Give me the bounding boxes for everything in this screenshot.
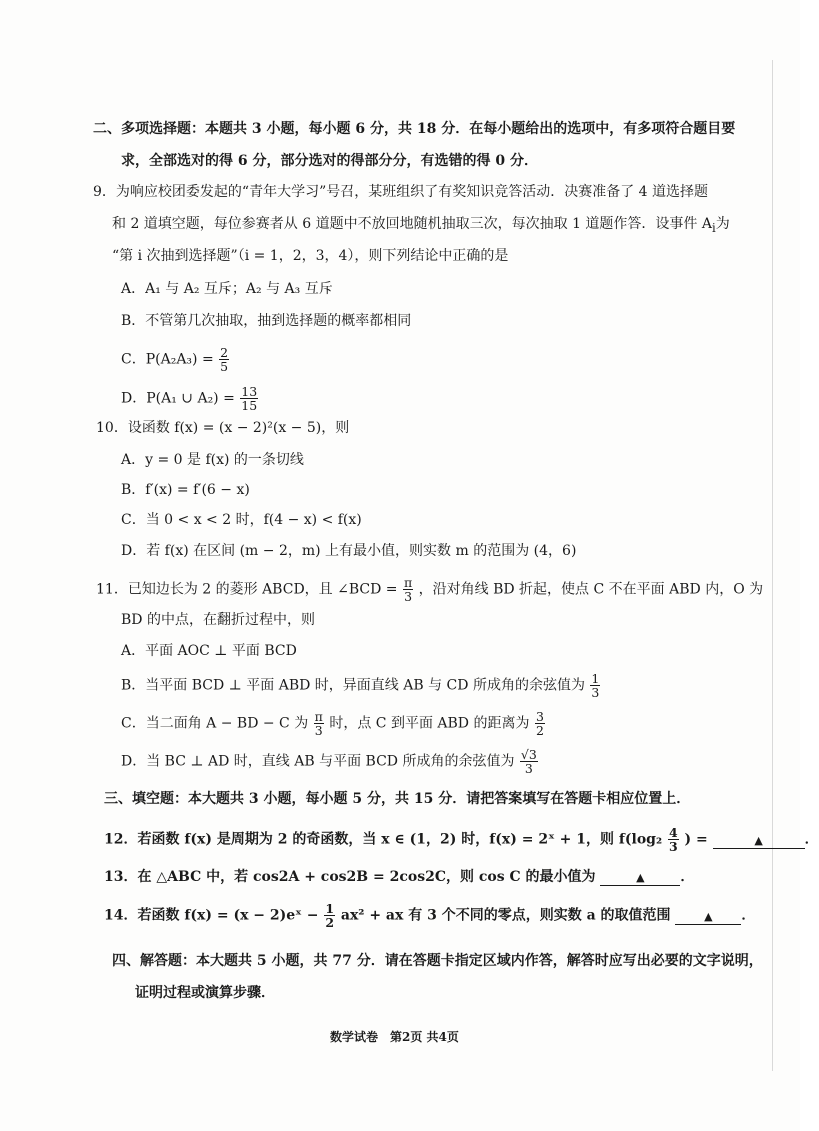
q11-c-distance-numerator: 3 (535, 709, 544, 724)
q11-b-numerator: 1 (591, 671, 600, 686)
q11-c-prefix: C．当二面角 A − BD − C 为 (121, 715, 309, 732)
section-4-heading-cont: 证明过程或演算步骤． (135, 985, 275, 1001)
section-2-heading-cont: 求，全部选对的得 6 分，部分选对的得部分分，有选错的得 0 分． (121, 153, 538, 169)
q9-line2-text: 和 2 道填空题，每位参赛者从 6 道题中不放回地随机抽取三次，每次抽取 1 道题作答．设事件 A (112, 216, 712, 232)
q13-answer-blank[interactable] (600, 870, 680, 886)
q14-half-numerator: 1 (325, 901, 335, 916)
q11-stem-line1 (96, 576, 763, 603)
q9-d-numerator: 13 (241, 384, 258, 399)
q9-d-denominator: 15 (241, 398, 258, 414)
q12-triangle-icon: ▲ (754, 833, 763, 847)
q11-c-middle: 时，点 C 到平面 ABD 的距离为 (329, 715, 530, 732)
q11-option-c (121, 710, 546, 737)
q9-c-prefix: C．P(A₂A₃) = (121, 351, 214, 368)
q10-option-a: A．y = 0 是 f(x) 的一条切线 (121, 452, 304, 468)
q14-suffix: ax² + ax 有 3 个不同的零点，则实数 a 的取值范围 (340, 907, 671, 924)
q11-b-prefix: B．当平面 BCD ⊥ 平面 ABD 时，异面直线 AB 与 CD 所成角的余弦值为 (121, 677, 585, 694)
q14-half-fraction (324, 902, 335, 929)
q12-log-numerator: 4 (668, 825, 678, 840)
q11-angle-denominator: 3 (404, 589, 413, 605)
q11-d-denominator: 3 (524, 761, 533, 777)
q12-stem (104, 826, 819, 853)
q11-c-angle-denominator: 3 (314, 723, 323, 739)
q12-suffix: ) = (684, 831, 708, 848)
q9-stem-line2 (112, 216, 730, 235)
q9-option-c (121, 346, 230, 373)
q11-c-distance-fraction (535, 710, 545, 737)
q11-stem-line2: BD 的中点，在翻折过程中，则 (121, 612, 315, 628)
q11-c-distance-denominator: 2 (535, 723, 544, 739)
q9-c-numerator: 2 (220, 345, 229, 360)
q13-triangle-icon: ▲ (636, 871, 645, 884)
q10-option-c: C．当 0 < x < 2 时，f(4 − x) < f(x) (121, 512, 362, 528)
q10-stem: 10．设函数 f(x) = (x − 2)²(x − 5)，则 (96, 420, 350, 436)
q9-line2-subscript: i (711, 220, 716, 235)
q9-stem-line3: “第 i 次抽到选择题”（i = 1，2，3，4），则下列结论中正确的是 (112, 248, 509, 264)
q9-c-fraction (219, 346, 229, 373)
q14-end: ． (741, 907, 756, 924)
q11-stem-b: ，沿对角线 BD 折起，使点 C 不在平面 ABD 内，O 为 (418, 581, 764, 598)
section-2-heading: 二、多项选择题：本题共 3 小题，每小题 6 分，共 18 分．在每小题给出的选项中，有多项符合题目要 (93, 121, 736, 137)
q11-c-angle-numerator: π (314, 709, 323, 724)
q11-stem-a: 11．已知边长为 2 的菱形 ABCD，且 ∠BCD = (96, 581, 398, 598)
q11-b-fraction (590, 672, 600, 699)
q11-option-b (121, 672, 601, 699)
q9-d-fraction (240, 385, 258, 412)
q11-option-a: A．平面 AOC ⊥ 平面 BCD (121, 643, 297, 659)
q9-line2-end: 为 (715, 216, 730, 232)
section-4-heading: 四、解答题：本大题共 5 小题，共 77 分．请在答题卡指定区域内作答，解答时应写出必要的文字说明， (112, 953, 763, 969)
q13-text: 13．在 △ABC 中，若 cos2A + cos2B = 2cos2C，则 cos C 的最小值为 (104, 869, 596, 885)
q9-stem-line1: 9．为响应校团委发起的“青年大学习”号召，某班组织了有奖知识竞答活动．决赛准备了 4 道选择题 (93, 184, 709, 200)
q10-option-d: D．若 f(x) 在区间 (m − 2，m) 上有最小值，则实数 m 的范围为 (4，6) (121, 543, 577, 559)
q11-d-fraction (520, 748, 538, 775)
q9-option-b: B．不管第几次抽取，抽到选择题的概率都相同 (121, 313, 412, 329)
q11-d-numerator: √3 (520, 747, 537, 762)
q14-prefix: 14．若函数 f(x) = (x − 2)eˣ − (104, 907, 319, 924)
page-footer: 数学试卷 第2页 共4页 (330, 1030, 459, 1044)
q11-d-prefix: D．当 BC ⊥ AD 时，直线 AB 与平面 BCD 所成角的余弦值为 (121, 753, 515, 770)
q9-option-a: A．A₁ 与 A₂ 互斥；A₂ 与 A₃ 互斥 (121, 281, 333, 297)
q9-c-denominator: 5 (220, 359, 229, 375)
q12-log-fraction (668, 826, 679, 853)
q14-triangle-icon: ▲ (704, 909, 713, 923)
q14-stem (104, 902, 755, 929)
q12-prefix: 12．若函数 f(x) 是周期为 2 的奇函数，当 x ∈ (1，2) 时，f(x) = 2ˣ + 1，则 f(log₂ (104, 831, 663, 848)
q11-b-denominator: 3 (591, 685, 600, 701)
section-3-heading: 三、填空题：本大题共 3 小题，每小题 5 分，共 15 分．请把答案填写在答题卡相应位置上． (104, 791, 691, 807)
scan-edge-line (772, 60, 773, 1071)
q13-end: ． (680, 869, 695, 885)
q13-stem (104, 869, 694, 886)
q12-answer-blank[interactable] (713, 833, 805, 849)
q9-d-prefix: D．P(A₁ ∪ A₂) = (121, 390, 235, 407)
q10-option-b: B．f′(x) = f′(6 − x) (121, 482, 250, 498)
q14-half-denominator: 2 (325, 915, 335, 931)
q14-answer-blank[interactable] (675, 909, 741, 925)
q11-option-d (121, 748, 539, 775)
q12-log-denominator: 3 (668, 839, 678, 855)
q9-option-d (121, 385, 259, 412)
q12-end: ． (804, 831, 819, 848)
q11-angle-fraction (403, 576, 413, 603)
q11-c-angle-fraction (314, 710, 324, 737)
q11-angle-numerator: π (403, 575, 413, 590)
